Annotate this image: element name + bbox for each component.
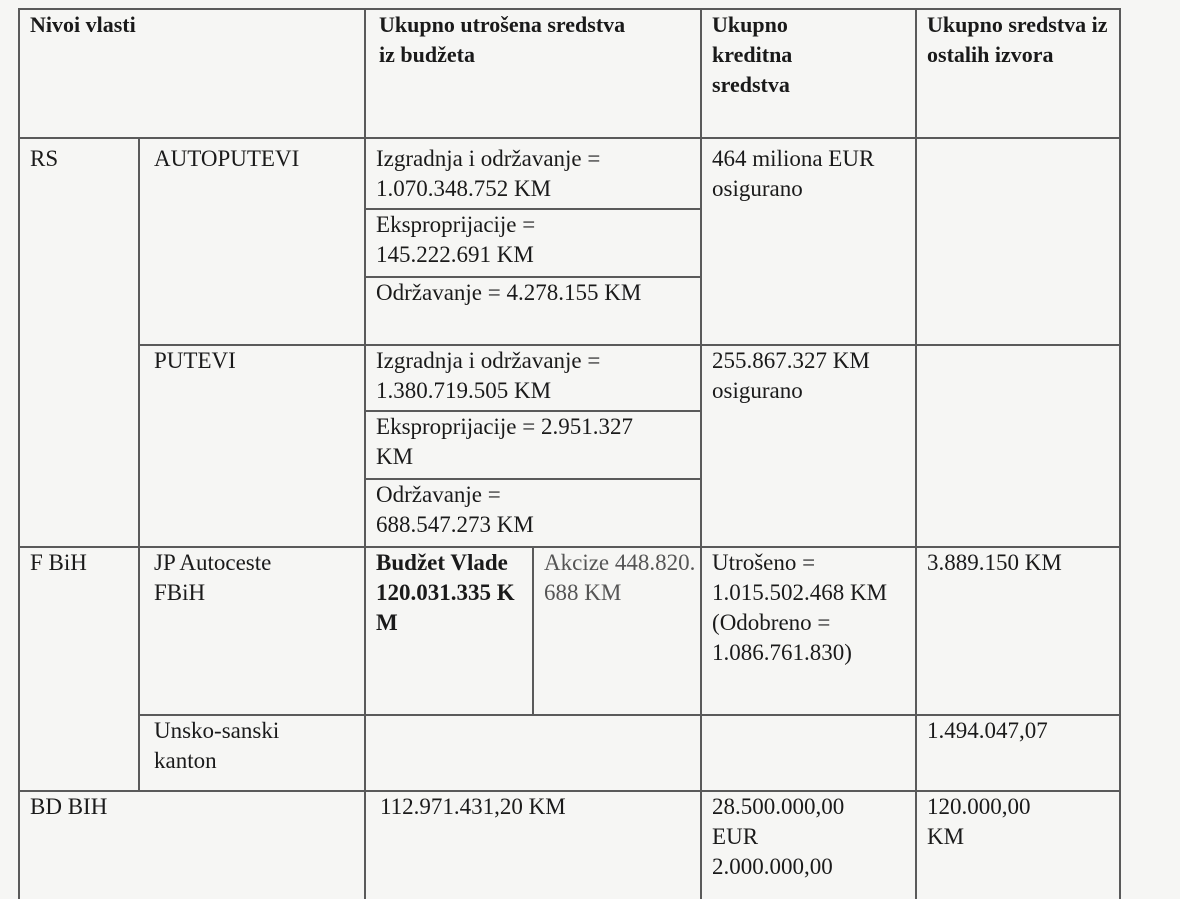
table-row [19,345,1120,411]
level-rs: RS [19,138,139,547]
credit-autoputevi: 464 miliona EUR osigurano [701,138,916,345]
header-other: Ukupno sredstva iz ostalih izvora [916,9,1120,138]
budget-item: Održavanje = 4.278.155 KM [365,277,701,345]
other-autoputevi [916,138,1120,345]
budget-gov: Budžet Vlade 120.031.335 KM [365,547,533,715]
other-usk: 1.494.047,07 [916,715,1120,791]
level-bd: BD BIH [19,791,365,899]
budget-bd: 112.971.431,20 KM [365,791,701,899]
budget-usk [365,715,701,791]
credit-usk [701,715,916,791]
sector-putevi: PUTEVI [139,345,365,547]
sector-autoceste: JP Autoceste FBiH [139,547,365,715]
funding-table [18,8,1121,899]
header-credit: Ukupno kreditna sredstva [701,9,916,138]
table-row [19,547,1120,715]
sector-usk: Unsko-sanski kanton [139,715,365,791]
credit-bd: 28.500.000,00 EUR 2.000.000,00 [701,791,916,899]
budget-item: Eksproprijacije = 145.222.691 KM [365,209,701,277]
credit-putevi: 255.867.327 KM osigurano [701,345,916,547]
header-budget: Ukupno utrošena sredstva iz budžeta [365,9,701,138]
level-fbih: F BiH [19,547,139,791]
budget-excise: Akcize 448.820.688 KM [533,547,701,715]
other-putevi [916,345,1120,547]
table-row [19,138,1120,209]
budget-item: Izgradnja i održavanje = 1.380.719.505 KM [365,345,701,411]
table-row [19,791,1120,899]
credit-autoceste: Utrošeno = 1.015.502.468 KM (Odobreno = 1.086.761.830) [701,547,916,715]
table-row [19,715,1120,791]
budget-item: Izgradnja i održavanje = 1.070.348.752 KM [365,138,701,209]
header-row [19,9,1120,138]
sector-autoputevi: AUTOPUTEVI [139,138,365,345]
budget-item: Održavanje = 688.547.273 KM [365,479,701,547]
header-level: Nivoi vlasti [19,9,365,138]
other-autoceste: 3.889.150 KM [916,547,1120,715]
other-bd: 120.000,00 KM [916,791,1120,899]
budget-item: Eksproprijacije = 2.951.327 KM [365,411,701,479]
